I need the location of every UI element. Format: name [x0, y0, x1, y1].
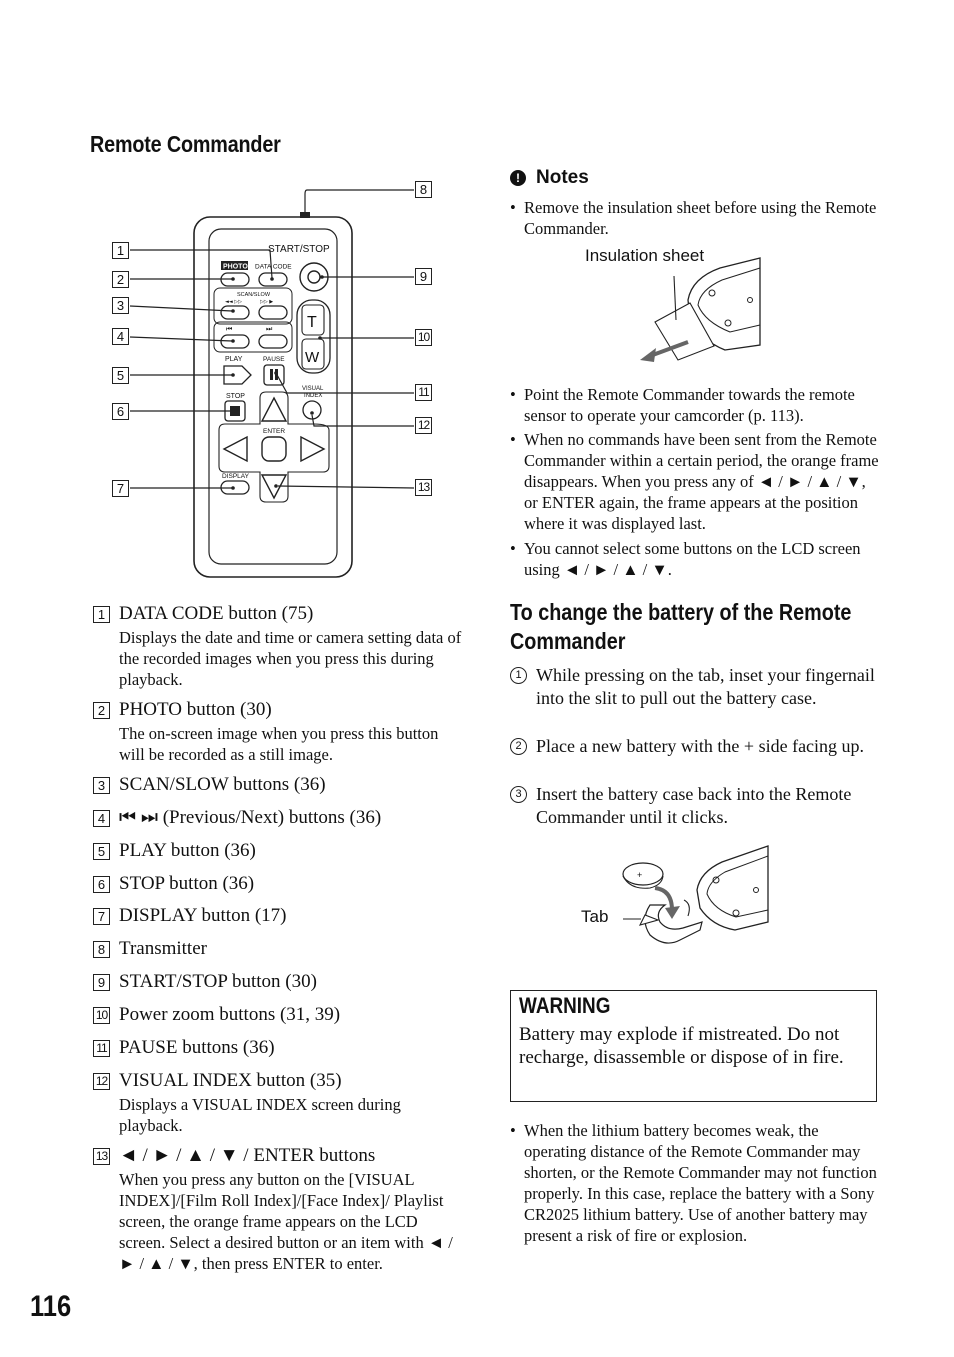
svg-text:◄◄ ▷▷: ◄◄ ▷▷ — [225, 299, 242, 305]
item-title: Transmitter — [119, 938, 207, 959]
section-title: Remote Commander — [90, 131, 281, 157]
step-number: 3 — [510, 786, 527, 803]
callout-10: 10 — [415, 329, 432, 346]
notes-icon: ! — [510, 170, 526, 186]
step-number: 1 — [510, 667, 527, 684]
notes-title: Notes — [536, 167, 589, 188]
label-photo: PHOTO — [223, 263, 248, 271]
label-scan-slow: SCAN/SLOW — [237, 292, 271, 298]
item-description: When you press any button on the [VISUAL INDEX]/[Film Roll Index]/[Face Index]/ Playlist screen, the orange frame appears on the LCD screen. Select a desired button or an item with ◄ / ► / ▲ / ▼, then press ENTER to enter. — [119, 1170, 453, 1273]
battery-step — [510, 664, 882, 709]
callout-11: 11 — [415, 384, 432, 401]
item-title: SCAN/SLOW buttons (36) — [119, 774, 326, 795]
callout-13: 13 — [415, 479, 432, 496]
svg-text:▷▷ ▶: ▷▷ ▶ — [260, 299, 274, 305]
label-zoom-w: W — [305, 349, 320, 366]
item-title: PHOTO button (30) — [119, 699, 272, 720]
note-text: Remove the insulation sheet before using the Remote Commander. — [524, 198, 877, 238]
callout-2: 2 — [112, 271, 129, 288]
step-text: While pressing on the tab, inset your fingernail into the slit to pull out the battery case. — [536, 665, 875, 708]
callout-8: 8 — [415, 181, 432, 198]
tab-label: Tab — [581, 907, 609, 926]
battery-step — [510, 735, 882, 758]
item-number: 13 — [93, 1148, 110, 1165]
note-text: Point the Remote Commander towards the remote sensor to operate your camcorder (p. 113). — [524, 385, 855, 425]
insulation-sheet-illustration — [630, 255, 765, 365]
label-stop: STOP — [226, 393, 245, 400]
item-title: PLAY button (36) — [119, 840, 256, 861]
item-number: 3 — [93, 777, 110, 794]
item-title: PAUSE buttons (36) — [119, 1037, 275, 1058]
step-number: 2 — [510, 738, 527, 755]
insulation-sheet-label: Insulation sheet — [585, 246, 705, 265]
callout-6: 6 — [112, 403, 129, 420]
battery-note-text: When the lithium battery becomes weak, the operating distance of the Remote Commander may shorten, or the Remote Commander may not function properly. In this case, replace the battery with a Sony CR2025 lithium battery. Use of another battery may present a risk of fire or explosion. — [524, 1121, 877, 1245]
warning-text: Battery may explode if mistreated. Do not recharge, disassemble or dispose of in fire. — [519, 1024, 844, 1068]
label-pause: PAUSE — [263, 356, 285, 363]
callout-5: 5 — [112, 367, 129, 384]
battery-section-title: To change the battery of the Remote Commander — [510, 599, 852, 654]
item-title: DISPLAY button (17) — [119, 905, 287, 926]
item-title: ⏮ ⏭ (Previous/Next) buttons (36) — [119, 807, 382, 828]
item-description: Displays the date and time or camera setting data of the recorded images when you press this during playback. — [119, 628, 462, 689]
item-number: 5 — [93, 843, 110, 860]
page-number: 116 — [30, 1290, 72, 1323]
item-title: STOP button (36) — [119, 873, 255, 894]
notes-heading — [510, 167, 589, 189]
item-title: START/STOP button (30) — [119, 971, 317, 992]
warning-title: WARNING — [519, 993, 611, 1018]
label-start-stop: START/STOP — [268, 244, 330, 255]
item-number: 4 — [93, 810, 110, 827]
item-description: Displays a VISUAL INDEX screen during playback. — [119, 1095, 401, 1135]
warning-box — [510, 990, 877, 1102]
item-number: 1 — [93, 606, 110, 623]
item-number: 9 — [93, 974, 110, 991]
item-description: The on-screen image when you press this button will be recorded as a still image. — [119, 724, 439, 764]
battery-note-bullet: • When the lithium battery becomes weak, the operating distance of the Remote Commander may shorten, or the Remote Commander may not function properly. In this case, replace the battery with a Sony CR2025 lithium battery. Use of another battery may present a risk of fire or explosion. — [510, 1121, 877, 1245]
callout-12: 12 — [415, 417, 432, 434]
svg-text:⏮: ⏮ — [226, 325, 233, 333]
label-zoom-t: T — [307, 314, 317, 331]
note-bullet: • You cannot select some buttons on the LCD screen using ◄ / ► / ▲ / ▼. — [510, 539, 861, 579]
item-number: 6 — [93, 876, 110, 893]
item-number: 10 — [93, 1007, 110, 1024]
step-text: Place a new battery with the + side facing up. — [536, 736, 865, 756]
battery-step — [510, 783, 882, 828]
note-text: When no commands have been sent from the Remote Commander within a certain period, the orange frame disappears. When you press any of ◄ / ► / ▲ / ▼, or ENTER again, the frame appears at the position where it was displayed last. — [524, 430, 879, 533]
item-title: DATA CODE button (75) — [119, 603, 314, 624]
svg-text:⏭: ⏭ — [266, 325, 273, 333]
note-bullet: • Remove the insulation sheet before using the Remote Commander. — [510, 198, 877, 238]
note-text: You cannot select some buttons on the LCD screen using ◄ / ► / ▲ / ▼. — [524, 539, 861, 579]
step-text: Insert the battery case back into the Remote Commander until it clicks. — [536, 784, 852, 827]
label-index: INDEX — [304, 393, 323, 399]
label-data-code: DATA CODE — [255, 263, 292, 271]
callout-3: 3 — [112, 297, 129, 314]
label-play: PLAY — [225, 356, 243, 363]
label-enter: ENTER — [263, 428, 286, 435]
item-number: 8 — [93, 941, 110, 958]
item-number: 7 — [93, 908, 110, 925]
callout-4: 4 — [112, 328, 129, 345]
callout-9: 9 — [415, 268, 432, 285]
battery-case-illustration — [615, 840, 770, 955]
battery-plus-mark: + — [637, 870, 643, 880]
note-bullet: • Point the Remote Commander towards the remote sensor to operate your camcorder (p. 113). — [510, 385, 855, 425]
callout-7: 7 — [112, 480, 129, 497]
item-number: 11 — [93, 1040, 110, 1057]
note-bullet: • When no commands have been sent from the Remote Commander within a certain period, the orange frame disappears. When you press any of ◄ / ► / ▲ / ▼, or ENTER again, the frame appears at the position where it was displayed last. — [510, 430, 879, 533]
callout-1: 1 — [112, 242, 129, 259]
item-number: 2 — [93, 702, 110, 719]
remote-commander-illustration — [100, 175, 445, 580]
label-display: DISPLAY — [222, 473, 249, 480]
item-number: 12 — [93, 1073, 110, 1090]
item-title: ◄ / ► / ▲ / ▼ / ENTER buttons — [119, 1145, 376, 1166]
item-title: VISUAL INDEX button (35) — [119, 1070, 342, 1091]
label-visual: VISUAL — [302, 386, 324, 392]
item-title: Power zoom buttons (31, 39) — [119, 1004, 341, 1025]
